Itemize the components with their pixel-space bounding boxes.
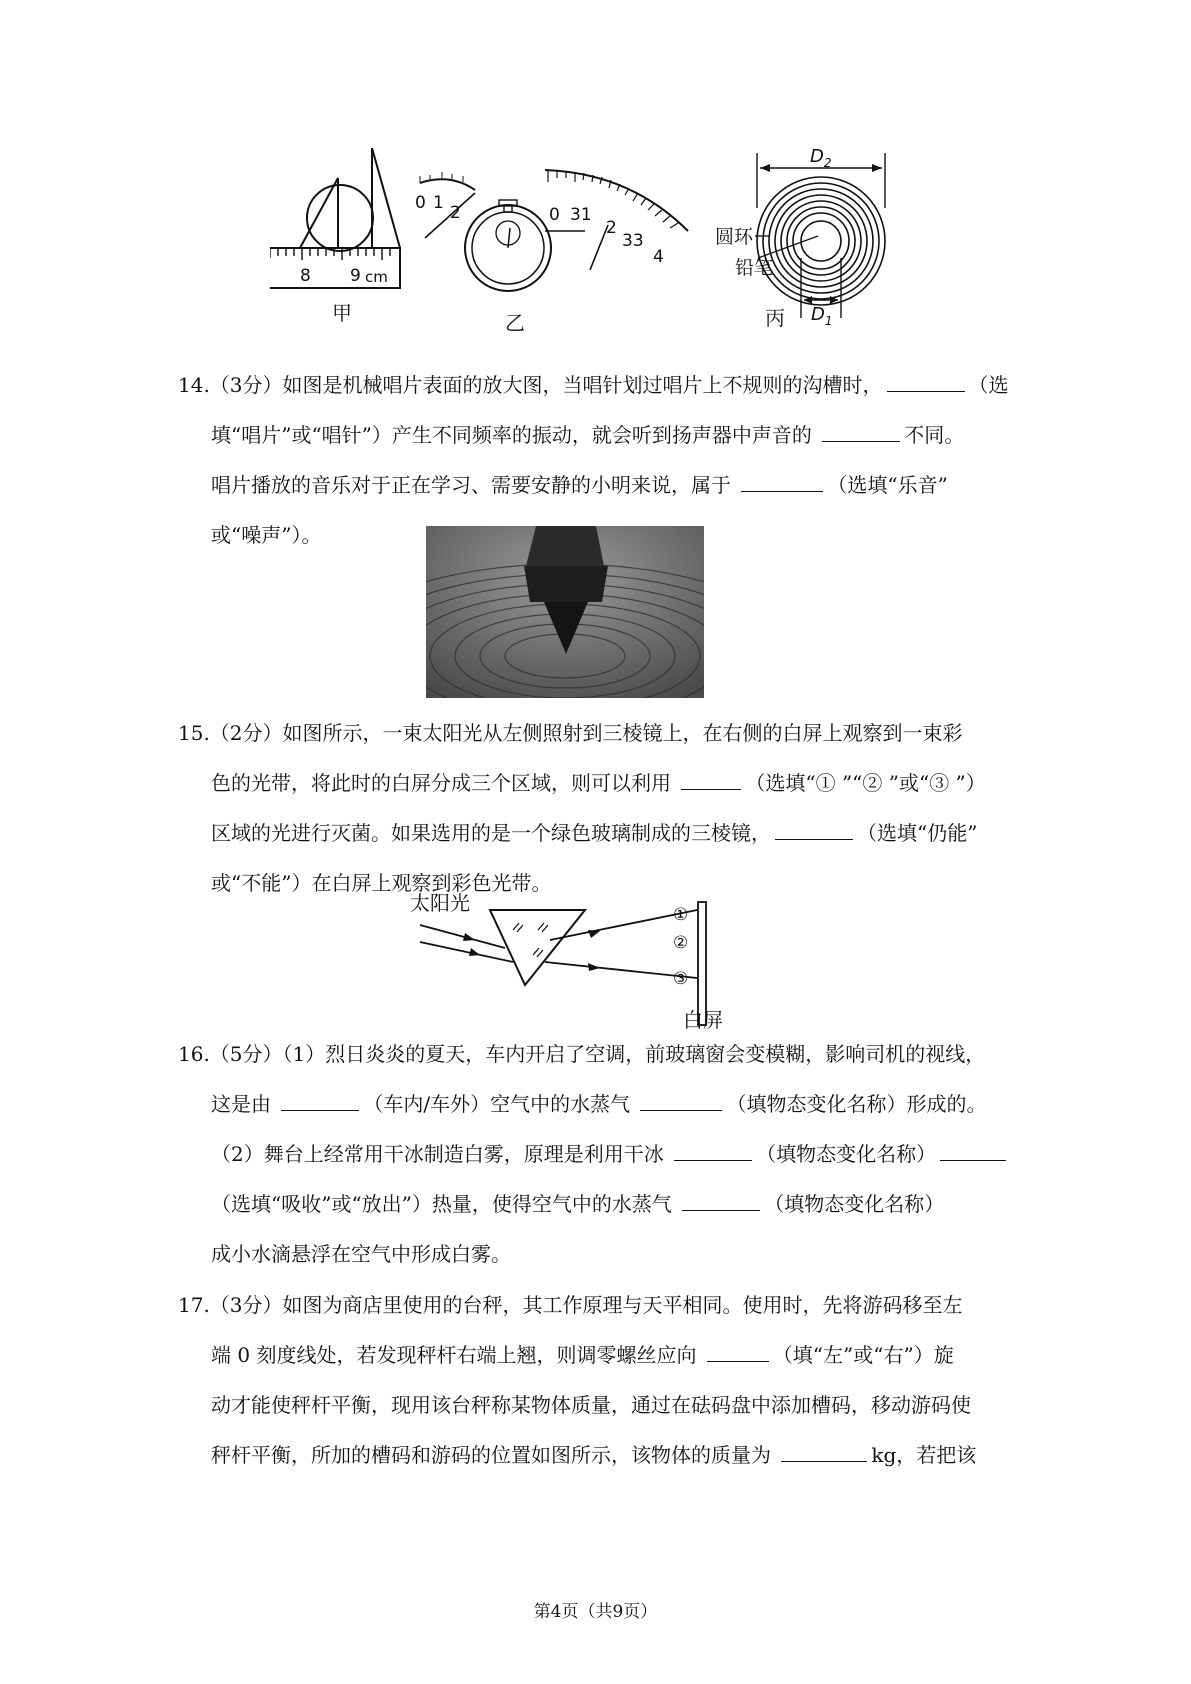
q17-line-1: 17.（3分）如图为商店里使用的台秤，其工作原理与天平相同。使用时，先将游码移至左 bbox=[178, 1293, 963, 1317]
q14-blank-2[interactable] bbox=[822, 419, 900, 442]
q16-blank-1[interactable] bbox=[281, 1088, 359, 1111]
prism-figure bbox=[405, 890, 745, 1040]
q16-blank-2[interactable] bbox=[640, 1088, 722, 1111]
yi-small-dial-0: 0 bbox=[415, 193, 426, 213]
jia-caption: 甲 bbox=[332, 301, 352, 325]
q15-blank-1[interactable] bbox=[681, 767, 741, 790]
q14-line-4: 或“噪声”）。 bbox=[211, 523, 322, 547]
q15-line-1: 15.（2分）如图所示，一束太阳光从左侧照射到三棱镜上，在右侧的白屏上观察到一束彩 bbox=[178, 721, 963, 745]
yi-big-dial-0: 0 bbox=[549, 205, 560, 225]
yi-big-dial-1: 31 bbox=[570, 205, 592, 225]
q17-line-2: 端 0 刻度线处，若发现秤杆右端上翘，则调零螺丝应向 （填“左”或“右”）旋 bbox=[178, 1330, 1018, 1380]
q14-line-1: 14.（3分）如图是机械唱片表面的放大图，当唱针划过唱片上不规则的沟槽时， （选 bbox=[178, 360, 1018, 410]
ring-label: 圆环 bbox=[715, 226, 754, 248]
d2-label: $D_2$ bbox=[810, 148, 832, 170]
region-3-label: ③ bbox=[673, 969, 689, 989]
q15-blank-2[interactable] bbox=[775, 817, 853, 840]
region-2-label: ② bbox=[673, 933, 689, 953]
q17-line-3: 动才能使秤杆平衡，现用该台秤称某物体质量，通过在砝码盘中添加槽码，移动游码使 bbox=[211, 1393, 971, 1417]
record-groove-photo bbox=[426, 526, 704, 698]
figure-bing bbox=[715, 148, 885, 330]
measurement-figure bbox=[270, 148, 970, 353]
q17-line-4: 秤杆平衡，所加的槽码和游码的位置如图所示，该物体的质量为 kg，若把该 bbox=[178, 1430, 1018, 1480]
question-15 bbox=[178, 708, 1018, 908]
q16-blank-5[interactable] bbox=[682, 1188, 760, 1211]
q15-line-4: 或“不能”）在白屏上观察到彩色光带。 bbox=[211, 871, 552, 895]
jia-unit: cm bbox=[365, 268, 388, 286]
q14-blank-1[interactable] bbox=[887, 369, 965, 392]
question-16 bbox=[178, 1029, 1018, 1279]
figure-jia bbox=[270, 148, 400, 325]
pencil-label: 铅笔 bbox=[735, 257, 774, 279]
jia-tick-8: 8 bbox=[300, 266, 311, 286]
jia-tick-9: 9 bbox=[350, 266, 361, 286]
q17-blank-1[interactable] bbox=[707, 1339, 769, 1362]
q15-line-2: 色的光带，将此时的白屏分成三个区域，则可以利用 （选填“① ”“② ”或“③ ”） bbox=[178, 758, 1018, 808]
screen-label: 白屏 bbox=[683, 1008, 723, 1032]
q16-blank-3[interactable] bbox=[674, 1138, 752, 1161]
d1-label: $D_1$ bbox=[811, 304, 833, 328]
yi-caption: 乙 bbox=[505, 311, 525, 335]
sunlight-label: 太阳光 bbox=[410, 891, 470, 915]
yi-small-dial-2: 2 bbox=[450, 203, 461, 223]
q16-line-4: （选填“吸收”或“放出”）热量，使得空气中的水蒸气 （填物态变化名称） bbox=[178, 1179, 1018, 1229]
q16-line-2: 这是由 （车内/车外）空气中的水蒸气 （填物态变化名称）形成的。 bbox=[178, 1079, 1018, 1129]
q16-line-3: （2）舞台上经常用干冰制造白雾，原理是利用干冰 （填物态变化名称） bbox=[178, 1129, 1018, 1179]
q17-blank-2[interactable] bbox=[781, 1439, 867, 1462]
figure-yi bbox=[415, 170, 688, 335]
q15-line-3: 区域的光进行灭菌。如果选用的是一个绿色玻璃制成的三棱镜， （选填“仍能” bbox=[178, 808, 1018, 858]
q14-blank-3[interactable] bbox=[741, 469, 823, 492]
q16-line-1: 16.（5分）（1）烈日炎炎的夏天，车内开启了空调，前玻璃窗会变模糊，影响司机的视线， bbox=[178, 1042, 986, 1066]
yi-big-dial-4: 4 bbox=[653, 247, 664, 267]
region-1-label: ① bbox=[673, 905, 689, 925]
q14-line-2: 填“唱片”或“唱针”）产生不同频率的振动，就会听到扬声器中声音的 不同。 bbox=[178, 410, 1018, 460]
q14-line-3: 唱片播放的音乐对于正在学习、需要安静的小明来说，属于 （选填“乐音” bbox=[178, 460, 1018, 510]
yi-big-dial-3: 33 bbox=[622, 231, 644, 251]
yi-big-dial-2: 2 bbox=[606, 218, 617, 238]
question-17 bbox=[178, 1280, 1018, 1480]
q16-line-5: 成小水滴悬浮在空气中形成白雾。 bbox=[211, 1242, 511, 1266]
q16-blank-4[interactable] bbox=[940, 1138, 1006, 1161]
bing-caption: 丙 bbox=[765, 306, 785, 330]
yi-small-dial-1: 1 bbox=[433, 193, 444, 213]
page-footer: 第4页（共9页） bbox=[533, 1602, 658, 1622]
